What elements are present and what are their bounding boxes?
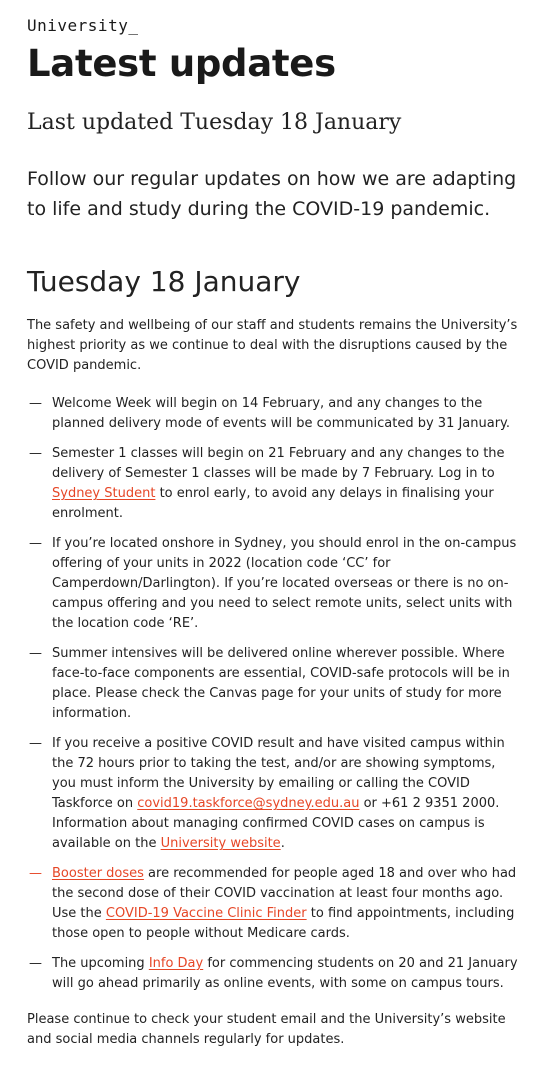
dash-bullet: — [29,866,42,881]
item-text: If you’re located onshore in Sydney, you should enrol in the on-campus offering of your units in 2022 (location code ‘CC’ for Camperdown/Darlington). If you’re located overseas or there is no on-campus offering and you need to select remote units, select units with the location code ‘RE’. [52,536,517,631]
university-website-link[interactable]: University website [160,836,281,851]
dash-bullet: — [29,446,42,461]
list-item [27,734,520,854]
list-item [27,644,520,724]
list-item [27,394,520,434]
item-text: Semester 1 classes will begin on 21 February and any changes to the delivery of Semester 1 classes will be made by 7 February. Log in to [52,446,505,481]
last-updated: Last updated Tuesday 18 January [27,110,402,135]
item-text: Welcome Week will begin on 14 February, and any changes to the planned delivery mode of events will be communicated by 31 January. [52,396,511,431]
dash-bullet: — [29,646,42,661]
item-text: . [280,836,285,851]
dash-bullet: — [29,736,42,751]
intro-text: Follow our regular updates on how we are adapting to life and study during the COVID-19 pandemic. [27,168,517,220]
updates-list [27,394,520,994]
brand-logo[interactable]: University_ [27,16,139,35]
item-text: If you receive a positive COVID result and have visited campus within the 72 hours prior to taking the test, and/or are showing symptoms, you must inform the University by emailing or calling the COVID Taskforce on [52,736,505,811]
list-item [27,864,520,944]
section-lead: The safety and wellbeing of our staff and students remains the University’s highest priority as we continue to deal with the disruptions caused by the COVID pandemic. [27,318,518,373]
closing-text: Please continue to check your student email and the University’s website and social media channels regularly for updates. [27,1012,506,1047]
item-text: are recommended for people aged 18 and over who had the second dose of their COVID vaccination at least four months ago. Use the [52,866,517,921]
dash-bullet: — [29,396,42,411]
item-text: to enrol early, to avoid any delays in finalising your enrolment. [52,486,494,521]
section-heading: Tuesday 18 January [27,265,301,298]
taskforce-email-link[interactable]: covid19.taskforce@sydney.edu.au [137,796,360,811]
item-text: to find appointments, including those open to people without Medicare cards. [52,906,515,941]
item-text: Summer intensives will be delivered online wherever possible. Where face-to-face components are essential, COVID-safe protocols will be in place. Please check the Canvas page for your units of study for more information. [52,646,510,721]
list-item [27,954,520,994]
item-text: or +61 2 9351 2000. Information about managing confirmed COVID cases on campus is available on the [52,796,500,851]
dash-bullet: — [29,956,42,971]
booster-doses-link[interactable]: Booster doses [52,866,144,881]
item-text: for commencing students on 20 and 21 January will go ahead primarily as online events, with some on campus tours. [52,956,518,991]
vaccine-clinic-finder-link[interactable]: COVID-19 Vaccine Clinic Finder [105,906,307,921]
sydney-student-link[interactable]: Sydney Student [52,486,156,501]
item-text: The upcoming [52,956,149,971]
info-day-link[interactable]: Info Day [148,956,204,971]
list-item [27,444,520,524]
list-item [27,534,520,634]
dash-bullet: — [29,536,42,551]
page-title: Latest updates [27,42,336,85]
